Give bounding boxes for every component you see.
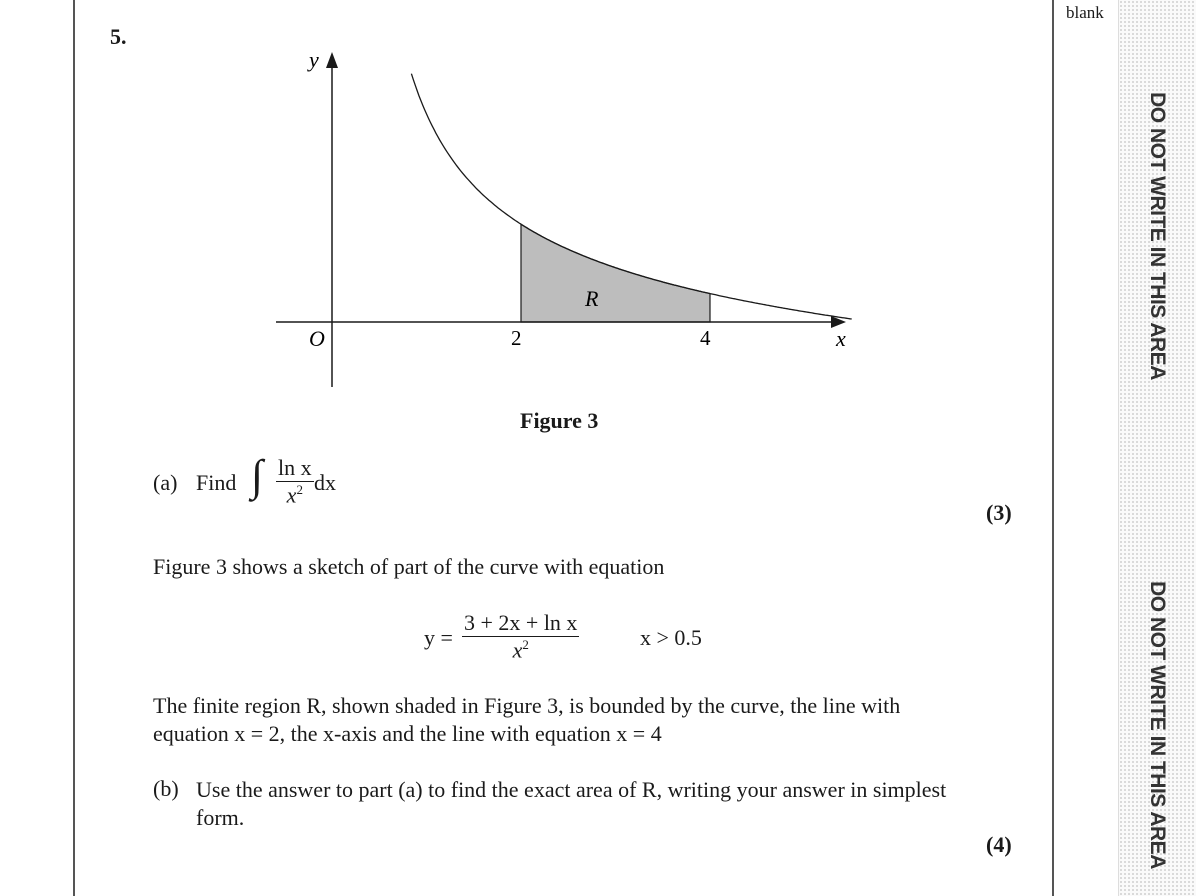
part-a-marks: (3) <box>986 500 1012 525</box>
figure-caption: Figure 3 <box>520 408 599 433</box>
part-b-marks: (4) <box>986 832 1012 857</box>
part-b-label: (b) <box>153 776 179 801</box>
region-description <box>153 692 1015 748</box>
x-axis-label: x <box>836 326 846 351</box>
blank-label: blank <box>1066 3 1104 22</box>
y-axis-label: y <box>309 47 319 72</box>
integrand-denominator: $x^2$ <box>286 482 303 508</box>
integral-sign: ∫ <box>251 451 264 500</box>
figure-3 <box>0 0 1052 400</box>
origin-label: O <box>309 326 325 351</box>
y-axis-arrow <box>326 52 338 68</box>
integrand-fraction <box>276 455 314 508</box>
shaded-region-r <box>521 224 710 322</box>
region-label: R <box>585 286 599 311</box>
part-b-text-line-1: Use the answer to part (a) to find the exact area of R, writing your answer in simplest <box>196 777 947 802</box>
equation-fraction <box>462 610 579 663</box>
equation-condition: x > 0.5 <box>640 625 702 650</box>
stem-intro: Figure 3 shows a sketch of part of the curve with equation <box>153 554 665 579</box>
part-b-text-line-2: form. <box>196 805 245 830</box>
tick-label-4: 4 <box>700 326 711 350</box>
equation-denominator: $x^2$ <box>512 637 529 663</box>
question-number: 5. <box>110 24 127 49</box>
region-description-line-2: equation x = 2, the x-axis and the line with equation x = 4 <box>153 721 662 746</box>
integral-dx: dx <box>314 470 336 495</box>
part-b-text <box>196 776 1015 832</box>
integrand-numerator: ln x <box>278 455 312 480</box>
tick-label-2: 2 <box>511 326 522 350</box>
part-a-text: Find <box>196 470 237 495</box>
margin-warning-bottom: DO NOT WRITE IN THIS AREA <box>1146 581 1169 869</box>
margin-warning-top: DO NOT WRITE IN THIS AREA <box>1146 92 1169 380</box>
equation-lhs: y = <box>424 625 453 650</box>
equation-numerator: 3 + 2x + ln x <box>464 610 578 635</box>
part-a-label: (a) <box>153 470 178 495</box>
region-description-line-1: The finite region R, shown shaded in Figure 3, is bounded by the curve, the line with <box>153 693 901 718</box>
right-page-border <box>1052 0 1054 896</box>
